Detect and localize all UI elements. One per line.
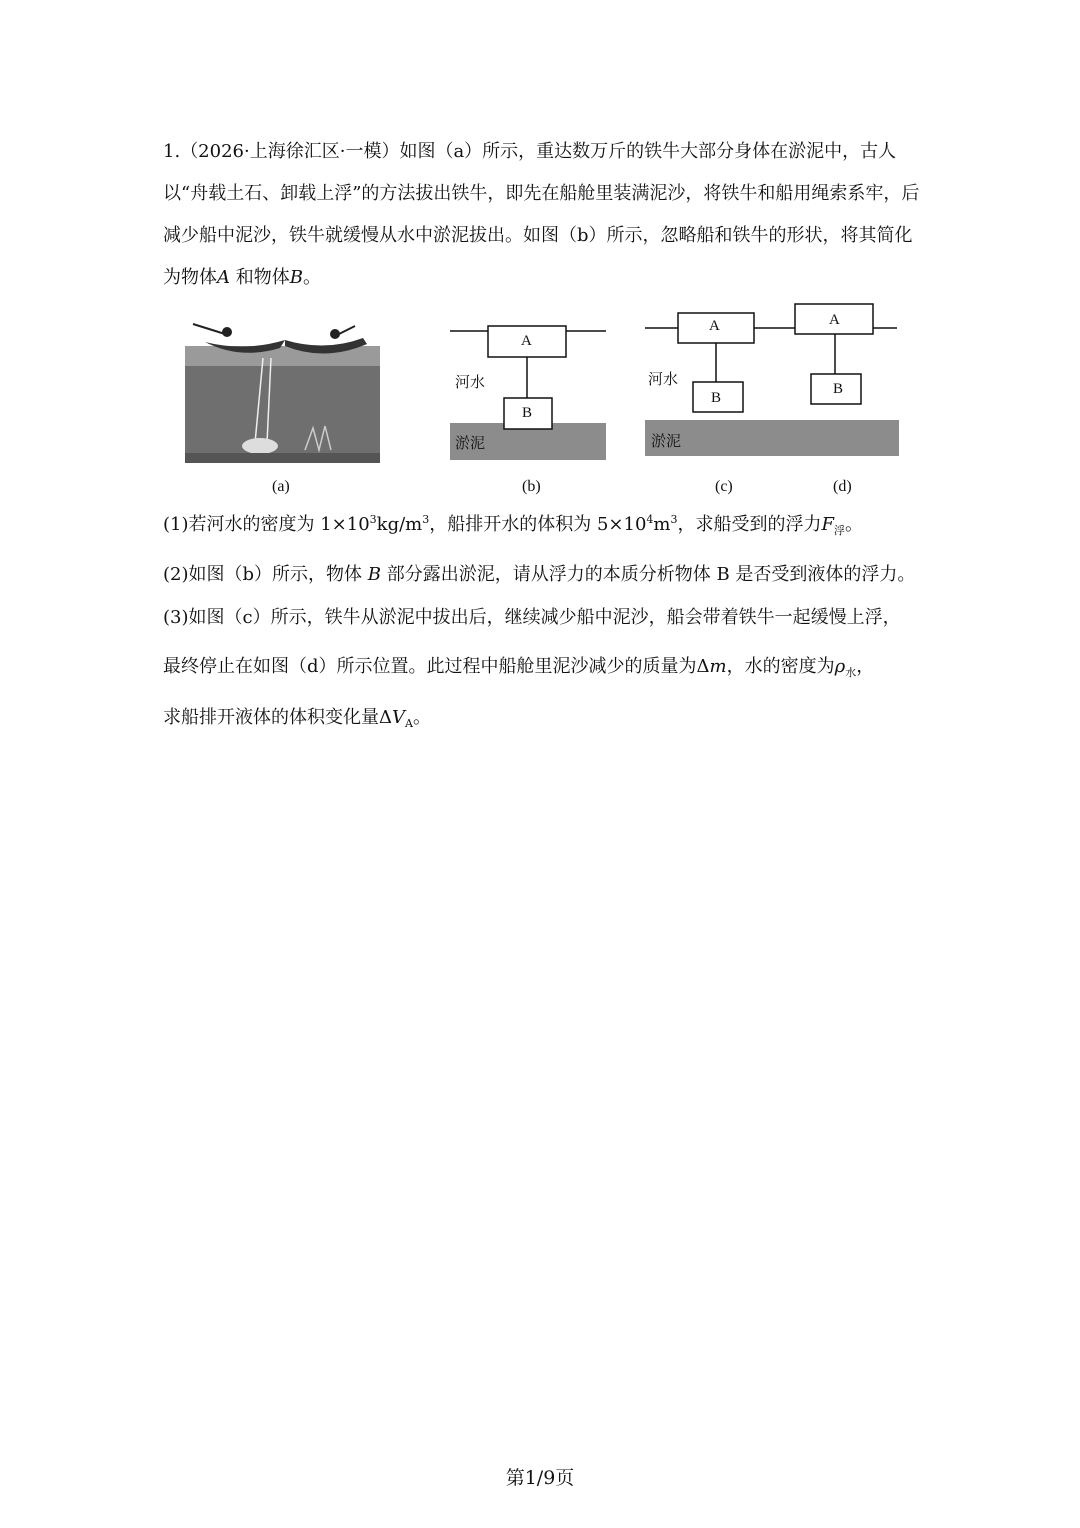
var-a: A: [217, 267, 230, 288]
fig-c-label-a: A: [709, 318, 720, 334]
problem-source: （2026·上海徐汇区·一模）: [180, 141, 400, 162]
caption-a: (a): [272, 478, 290, 495]
figure-cd-diagram: [645, 300, 901, 460]
fig-c-label-mud: 淤泥: [651, 432, 682, 450]
fig-b-label-b: B: [522, 405, 533, 421]
fig-d-label-b: B: [833, 381, 844, 397]
question-3-line-1: (3)如图（c）所示，铁牛从淤泥中拔出后，继续减少船中泥沙，船会带着铁牛一起缓慢上浮，: [163, 607, 901, 628]
problem-statement: [163, 131, 923, 299]
fig-c-label-b: B: [711, 390, 722, 406]
question-3-line-3: 求船排开液体的体积变化量$\Delta V_A$。: [163, 707, 431, 730]
fig-d-label-a: A: [829, 312, 840, 328]
problem-number: 1.: [163, 141, 181, 162]
caption-d: (d): [833, 478, 852, 495]
fig-b-label-mud: 淤泥: [455, 434, 486, 452]
page-number: 第1/9页: [505, 1467, 575, 1489]
fig-b-label-a: A: [521, 333, 532, 349]
caption-b: (b): [522, 478, 541, 495]
and-text: 和物体: [235, 267, 290, 288]
period: 。: [302, 267, 321, 288]
question-1: (1)若河水的密度为 $1\times 10^3kg/m^3$，船排开水的体积为 $5\times 10^4m^3$，求船受到的浮力$F_浮$。: [163, 513, 863, 537]
caption-c: (c): [715, 478, 733, 495]
figure-a-illustration: [185, 318, 380, 463]
question-3-line-2: 最终停止在如图（d）所示位置。此过程中船舱里泥沙减少的质量为Δm，水的密度为$\rho_水$，: [163, 656, 875, 679]
fig-b-label-water: 河水: [455, 373, 486, 391]
fig-c-label-water: 河水: [648, 370, 679, 388]
problem-intro: 如图（a）所示，重达数万斤的铁牛大部分身体在淤泥中，古人以“舟载土石、卸载上浮”的方法拔出铁牛，即先在船舱里装满泥沙，将铁牛和船用绳索系牢，后减少船中泥沙，铁牛就缓慢从水中淤泥拔出。如图（b）所示，忽略船和铁牛的形状，将其简化为物体: [163, 141, 920, 288]
question-2: (2)如图（b）所示，物体 B 部分露出淤泥，请从浮力的本质分析物体 B 是否受到液体的浮力。: [163, 564, 916, 585]
var-b: B: [289, 267, 303, 288]
